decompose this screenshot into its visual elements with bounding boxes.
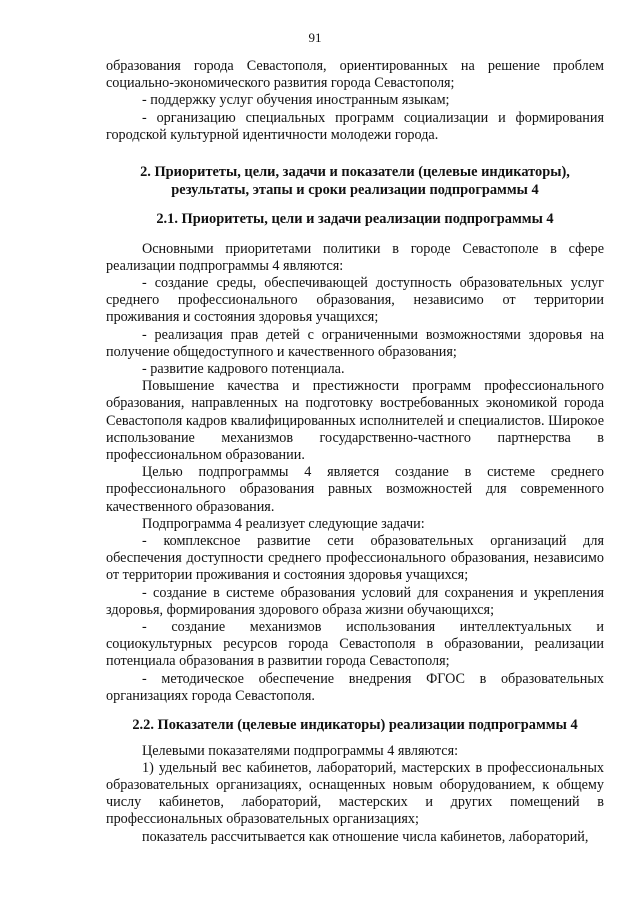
intro-paragraph-1: образования города Севастополя, ориентированных на решение проблем социально-экономического развития города Севастополя;: [106, 58, 604, 92]
section-2-2-paragraph: Целевыми показателями подпрограммы 4 являются:: [142, 742, 459, 759]
section-2-1-paragraph: Подпрограмма 4 реализует следующие задачи:: [142, 515, 425, 532]
section-2-1-paragraph: - создание механизмов использования интеллектуальных и социокультурных ресурсов города Севастополя в образовании, реализации потенциала образования в развитии города Севастополя;: [106, 618, 604, 670]
section-2-1-paragraph: Повышение качества и престижности программ профессионального образования, направленных на подготовку востребованных экономикой города Севастополя кадров квалифицированных исполнителей и специалистов. Широкое использование механизмов государственно-частного партнерства в профессиональном образовании.: [106, 378, 604, 463]
section-2-1-paragraph: - комплексное развитие сети образовательных организаций для обеспечения доступности среднего профессионального образования, независимо от территории проживания и состояния здоровья учащихся;: [106, 532, 604, 584]
section-2-1-paragraph: - реализация прав детей с ограниченными возможностями здоровья на получение общедоступного и качественного образования;: [106, 326, 604, 360]
section-2-1-paragraph: - методическое обеспечение внедрения ФГОС в образовательных организациях города Севастополя.: [106, 670, 604, 704]
section-2-2-heading: 2.2. Показатели (целевые индикаторы) реализации подпрограммы 4: [132, 717, 578, 733]
section-2-1-heading: 2.1. Приоритеты, цели и задачи реализации подпрограммы 4: [156, 211, 554, 228]
section-2-1-paragraph: - создание среды, обеспечивающей доступность образовательных услуг среднего профессионального образования, независимо от территории проживания и состояния здоровья учащихся;: [106, 274, 604, 326]
page-number: 91: [308, 30, 322, 45]
section-2-1-paragraph: Основными приоритетами политики в городе Севастополе в сфере реализации подпрограммы 4 являются:: [106, 240, 604, 274]
page-content: [106, 58, 604, 846]
section-2-1-paragraph: - развитие кадрового потенциала.: [142, 360, 345, 377]
intro-paragraph-3: - организацию специальных программ социализации и формирования городской культурной идентичности молодежи города.: [106, 109, 604, 143]
section-2-2-paragraph: показатель рассчитывается как отношение числа кабинетов, лабораторий,: [142, 828, 589, 845]
section-2-1-paragraph: Целью подпрограммы 4 является создание в системе среднего профессионального образования равных возможностей для современного качественного образования.: [106, 464, 604, 515]
section-2-heading: 2. Приоритеты, цели, задачи и показатели (целевые индикаторы), результаты, этапы и сроки реализации подпрограммы 4: [140, 164, 570, 198]
section-2-1-paragraph: - создание в системе образования условий для сохранения и укрепления здоровья, формирования здорового образа жизни обучающихся;: [106, 584, 604, 618]
intro-paragraph-2: - поддержку услуг обучения иностранным языкам;: [142, 92, 450, 109]
section-2-2-paragraph: 1) удельный вес кабинетов, лабораторий, мастерских в профессиональных образовательных организациях, оснащенных новым оборудованием, к общему числу кабинетов, лабораторий, мастерских и других помещений в профессиональных образовательных организациях;: [106, 759, 604, 828]
